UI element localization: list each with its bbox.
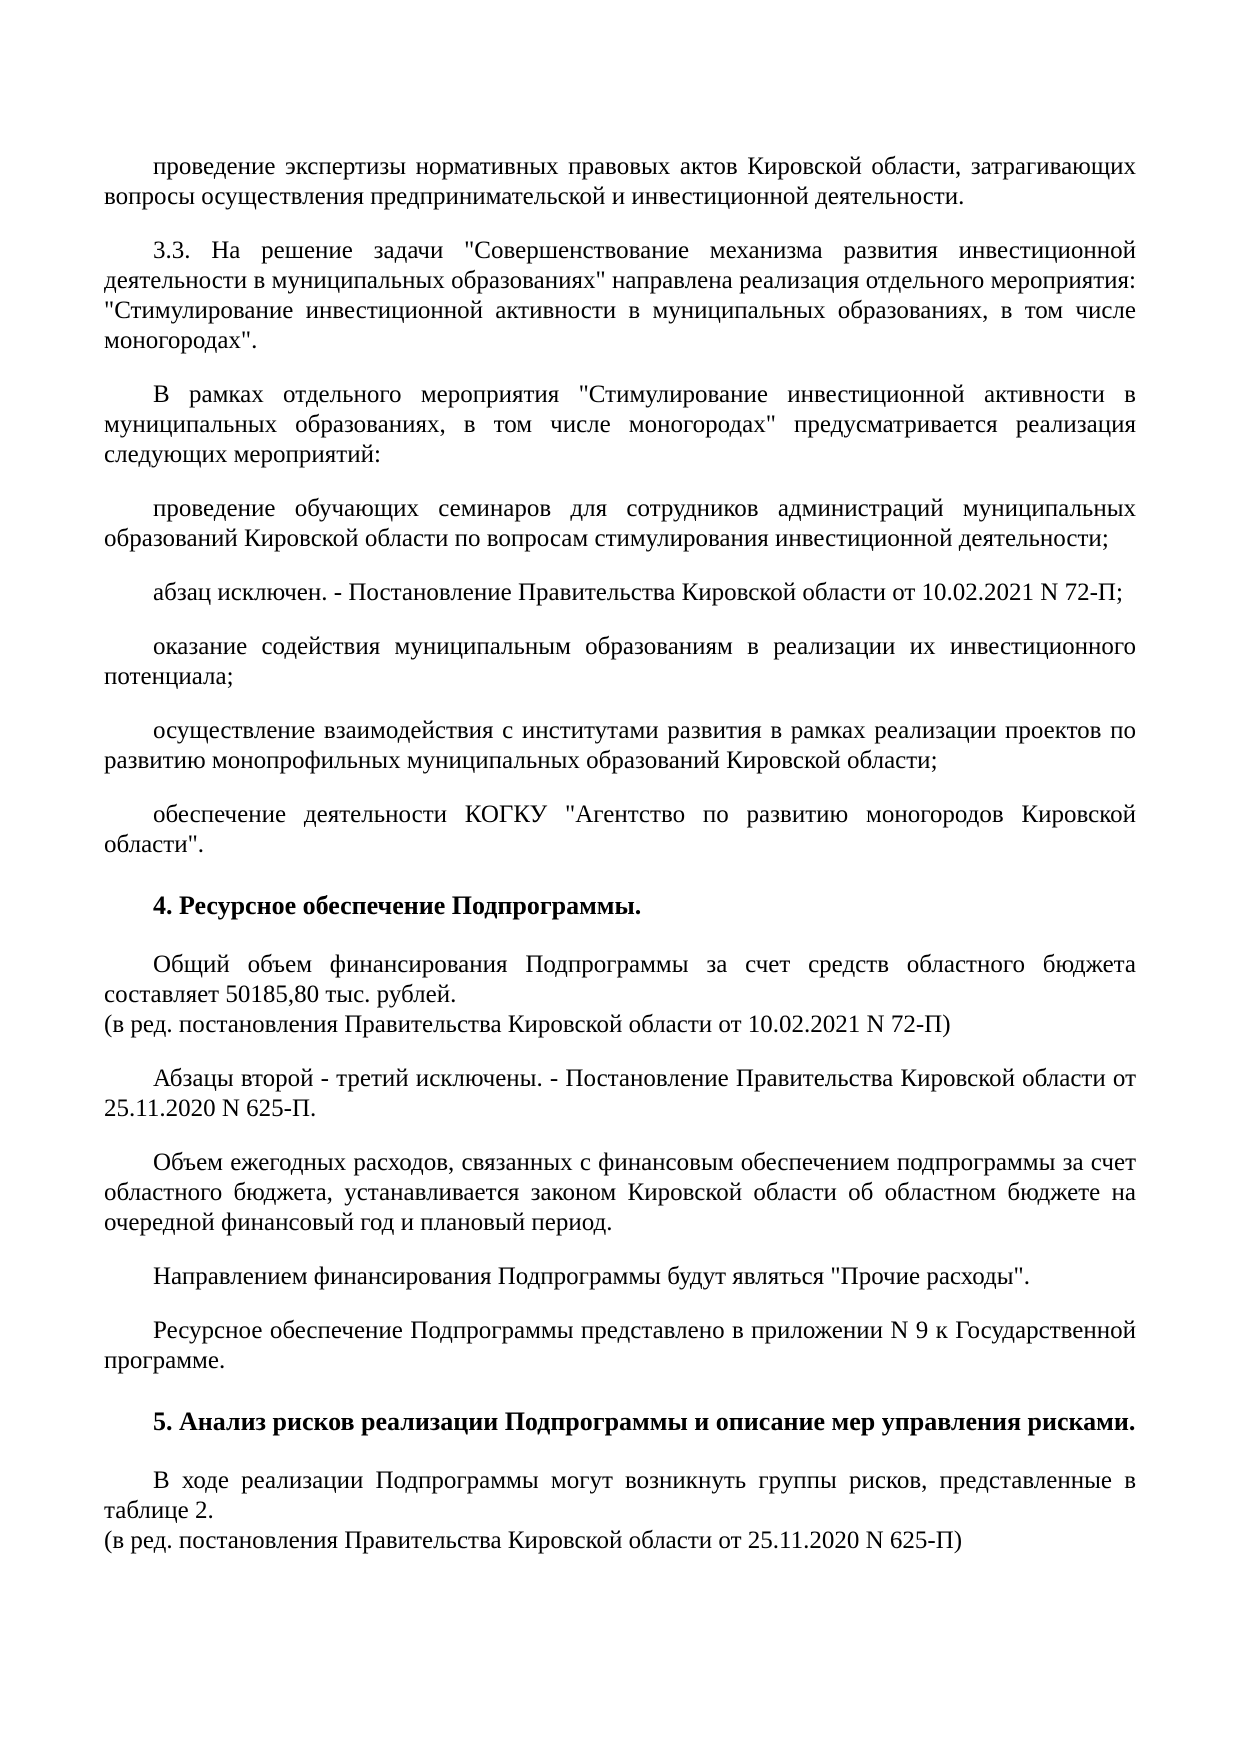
- paragraph: оказание содействия муниципальным образованиям в реализации их инвестиционного потенциала;: [104, 633, 1136, 690]
- paragraph: 3.3. На решение задачи "Совершенствование механизма развития инвестиционной деятельности в муниципальных образованиях" направлена реализация отдельного мероприятия: "Стимулирование инвестиционной активности в муниципальных образованиях, в том числе моногородах".: [104, 237, 1136, 354]
- amendment-note: (в ред. постановления Правительства Кировской области от 10.02.2021 N 72-П): [104, 1011, 951, 1038]
- amendment-note: (в ред. постановления Правительства Кировской области от 25.11.2020 N 625-П): [104, 1527, 963, 1554]
- paragraph: Ресурсное обеспечение Подпрограммы представлено в приложении N 9 к Государственной программе.: [104, 1317, 1136, 1374]
- paragraph: абзац исключен. - Постановление Правительства Кировской области от 10.02.2021 N 72-П;: [153, 579, 1123, 606]
- paragraph: проведение обучающих семинаров для сотрудников администраций муниципальных образований Кировской области по вопросам стимулирования инвестиционной деятельности;: [104, 495, 1136, 552]
- paragraph: проведение экспертизы нормативных правовых актов Кировской области, затрагивающих вопросы осуществления предпринимательской и инвестиционной деятельности.: [104, 153, 1136, 210]
- paragraph: Абзацы второй - третий исключены. - Постановление Правительства Кировской области от 25.11.2020 N 625-П.: [104, 1065, 1136, 1122]
- paragraph: Объем ежегодных расходов, связанных с финансовым обеспечением подпрограммы за счет областного бюджета, устанавливается законом Кировской области об областном бюджете на очередной финансовый год и плановый период.: [104, 1149, 1136, 1236]
- paragraph: Общий объем финансирования Подпрограммы за счет средств областного бюджета составляет 50185,80 тыс. рублей.: [104, 951, 1136, 1008]
- paragraph: Направлением финансирования Подпрограммы будут являться "Прочие расходы".: [153, 1263, 1031, 1290]
- paragraph: В рамках отдельного мероприятия "Стимулирование инвестиционной активности в муниципальных образованиях, в том числе моногородах" предусматривается реализация следующих мероприятий:: [104, 381, 1136, 468]
- paragraph: осуществление взаимодействия с институтами развития в рамках реализации проектов по развитию монопрофильных муниципальных образований Кировской области;: [104, 717, 1136, 774]
- section-4-heading: 4. Ресурсное обеспечение Подпрограммы.: [153, 891, 642, 920]
- section-5-heading: 5. Анализ рисков реализации Подпрограммы и описание мер управления рисками.: [153, 1407, 1136, 1436]
- paragraph: В ходе реализации Подпрограммы могут возникнуть группы рисков, представленные в таблице 2.: [104, 1467, 1136, 1524]
- paragraph: обеспечение деятельности КОГКУ "Агентство по развитию моногородов Кировской области".: [104, 801, 1136, 858]
